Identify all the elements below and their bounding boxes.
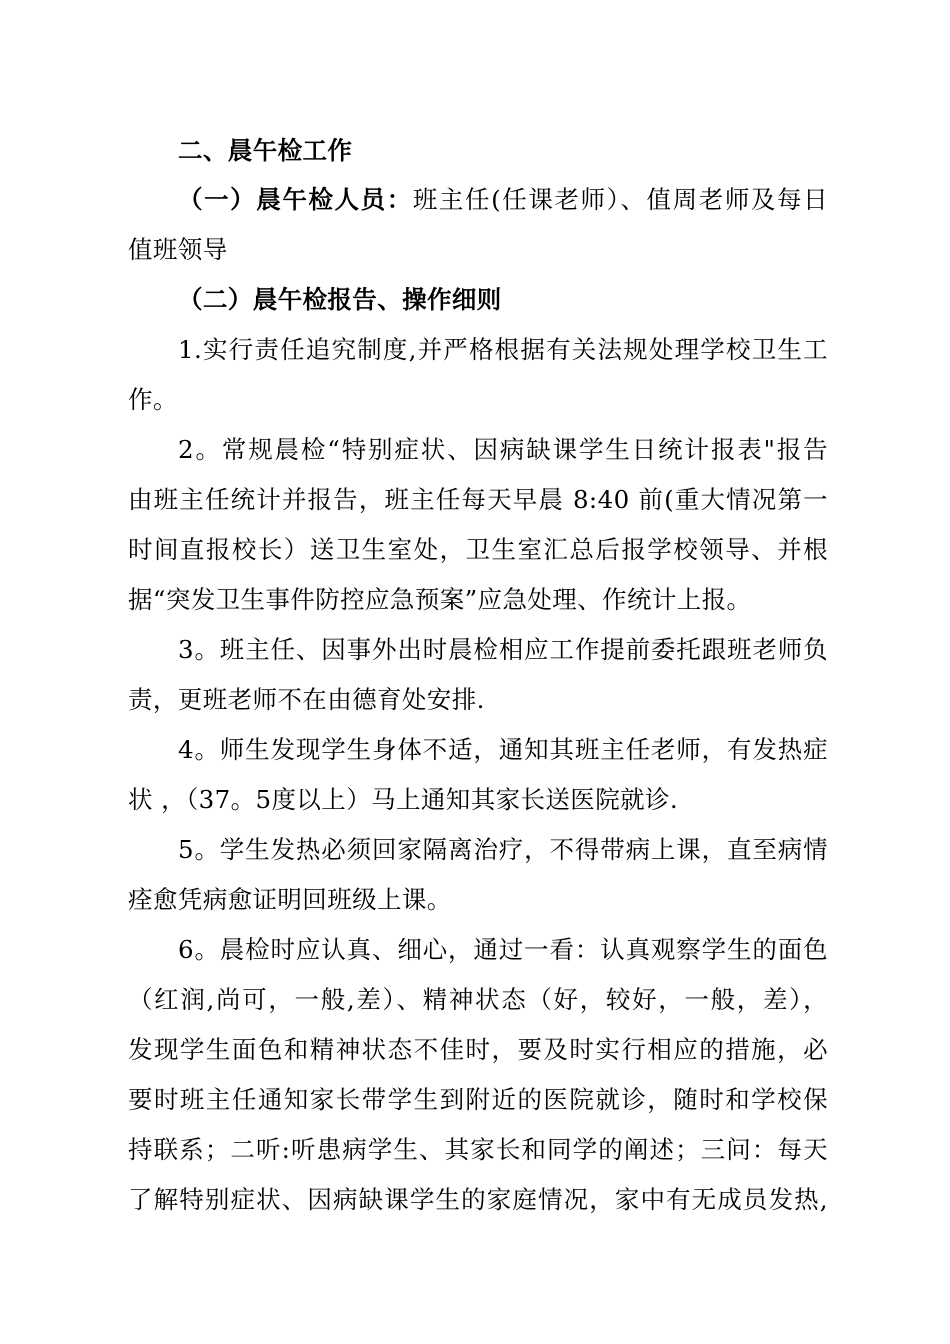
- sub1-line: [178, 183, 828, 217]
- item-1-line-2: 作。: [128, 385, 178, 414]
- item-4-line-2: 状 ，（37。5度以上）马上通知其家长送医院就诊.: [128, 785, 679, 814]
- item-4-line-1: 4。师生发现学生身体不适，通知其班主任老师，有发热症: [178, 735, 828, 764]
- item-6-line-5: 持联系；二听:听患病学生、其家长和同学的阐述；三问：每天: [128, 1135, 828, 1164]
- item-5-line-2: 痊愈凭病愈证明回班级上课。: [128, 885, 452, 914]
- item-3-line-2: 责，更班老师不在由德育处安排.: [128, 685, 485, 714]
- item-2-line-3: 时间直报校长）送卫生室处，卫生室汇总后报学校领导、并根: [128, 535, 828, 564]
- item-1-line-1: 1.实行责任追究制度,并严格根据有关法规处理学校卫生工: [178, 335, 828, 364]
- item-6-line-3: 发现学生面色和精神状态不佳时，要及时实行相应的措施，必: [128, 1035, 828, 1064]
- section-title: 二、晨午检工作: [178, 136, 353, 165]
- item-6-line-6: 了解特别症状、因病缺课学生的家庭情况，家中有无成员发热,: [128, 1185, 828, 1214]
- item-6-line-4: 要时班主任通知家长带学生到附近的医院就诊，随时和学校保: [128, 1085, 828, 1114]
- item-3-line-1: 3。班主任、因事外出时晨检相应工作提前委托跟班老师负: [178, 635, 828, 664]
- item-2-line-1: 2。常规晨检“特别症状、因病缺课学生日统计报表"报告: [178, 435, 828, 464]
- sub2-label: （二）晨午检报告、操作细则: [178, 285, 502, 314]
- item-6-line-2: （红润,尚可，一般,差）、精神状态（好，较好，一般，差），: [128, 985, 828, 1014]
- item-2-line-4: 据“突发卫生事件防控应急预案”应急处理、作统计上报。: [128, 585, 752, 614]
- item-6-line-1: 6。晨检时应认真、细心，通过一看：认真观察学生的面色: [178, 935, 828, 964]
- sub1-text-a: 班主任(任课老师）、值周老师及每日: [412, 185, 828, 214]
- item-5-line-1: 5。学生发热必须回家隔离治疗，不得带病上课，直至病情: [178, 835, 828, 864]
- item-2-line-2: 由班主任统计并报告，班主任每天早晨 8:40 前(重大情况第一: [128, 485, 828, 514]
- sub1-text-b: 值班领导: [128, 235, 228, 264]
- sub1-label: （一）晨午检人员：: [178, 185, 413, 214]
